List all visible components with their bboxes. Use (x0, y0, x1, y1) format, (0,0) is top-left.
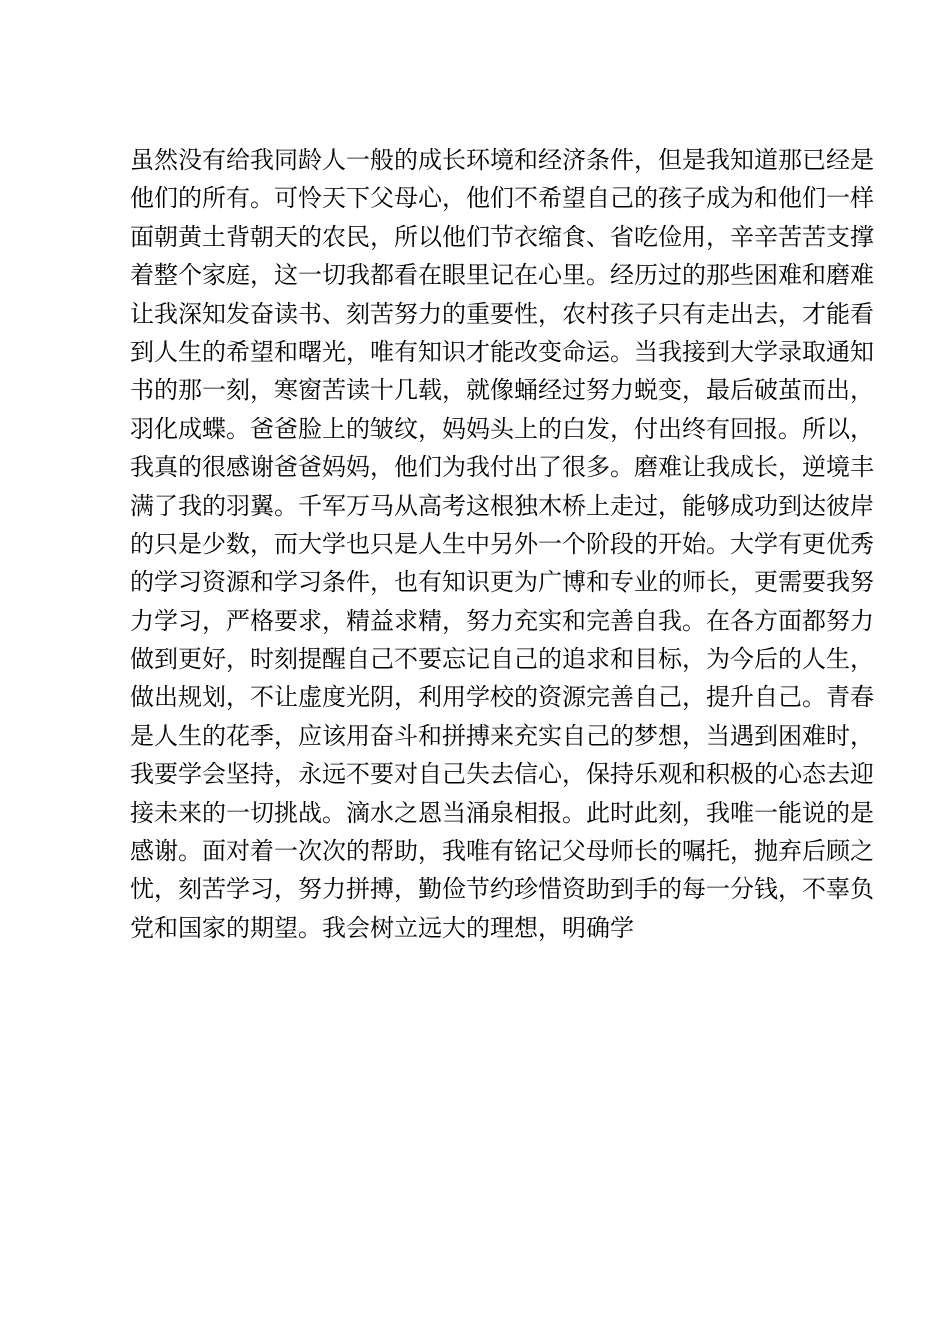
text-line: 做出规划，不让虚度光阴，利用学校的资源完善自己，提升自己。青春 (130, 683, 874, 712)
text-line: 是人生的花季，应该用奋斗和拼搏来充实自己的梦想，当遇到困难时， (130, 721, 874, 750)
text-line: 感谢。面对着一次次的帮助，我唯有铭记父母师长的嘱托，抛弃后顾之 (130, 837, 874, 866)
text-line: 书的那一刻，寒窗苦读十几载，就像蛹经过努力蜕变，最后破茧而出， (130, 376, 874, 405)
text-line: 面朝黄土背朝天的农民，所以他们节衣缩食、省吃俭用，辛辛苦苦支撑 (130, 222, 874, 251)
text-line: 做到更好，时刻提醒自己不要忘记自己的追求和目标，为今后的人生， (130, 645, 874, 674)
text-line: 满了我的羽翼。千军万马从高考这根独木桥上走过，能够成功到达彼岸 (130, 491, 874, 520)
body-text (130, 141, 874, 947)
text-line: 他们的所有。可怜天下父母心，他们不希望自己的孩子成为和他们一样 (130, 184, 874, 213)
text-line: 着整个家庭，这一切我都看在眼里记在心里。经历过的那些困难和磨难 (130, 261, 874, 290)
text-line: 的学习资源和学习条件，也有知识更为广博和专业的师长，更需要我努 (130, 568, 874, 597)
text-line: 我要学会坚持，永远不要对自己失去信心，保持乐观和积极的心态去迎 (130, 760, 874, 789)
text-line: 虽然没有给我同龄人一般的成长环境和经济条件，但是我知道那已经是 (130, 146, 874, 174)
text-line: 党和国家的期望。我会树立远大的理想，明确学 (130, 913, 634, 942)
text-line: 我真的很感谢爸爸妈妈，他们为我付出了很多。磨难让我成长，逆境丰 (130, 453, 874, 482)
text-line: 忧，刻苦学习，努力拼搏，勤俭节约珍惜资助到手的每一分钱，不辜负 (130, 875, 874, 904)
text-line: 羽化成蝶。爸爸脸上的皱纹，妈妈头上的白发，付出终有回报。所以， (130, 414, 874, 443)
text-line: 力学习，严格要求，精益求精，努力充实和完善自我。在各方面都努力 (130, 606, 874, 635)
text-line: 接未来的一切挑战。滴水之恩当涌泉相报。此时此刻，我唯一能说的是 (130, 798, 874, 827)
text-line: 的只是少数，而大学也只是人生中另外一个阶段的开始。大学有更优秀 (130, 529, 874, 558)
text-line: 让我深知发奋读书、刻苦努力的重要性，农村孩子只有走出去，才能看 (130, 299, 874, 328)
text-line: 到人生的希望和曙光，唯有知识才能改变命运。当我接到大学录取通知 (130, 337, 874, 366)
